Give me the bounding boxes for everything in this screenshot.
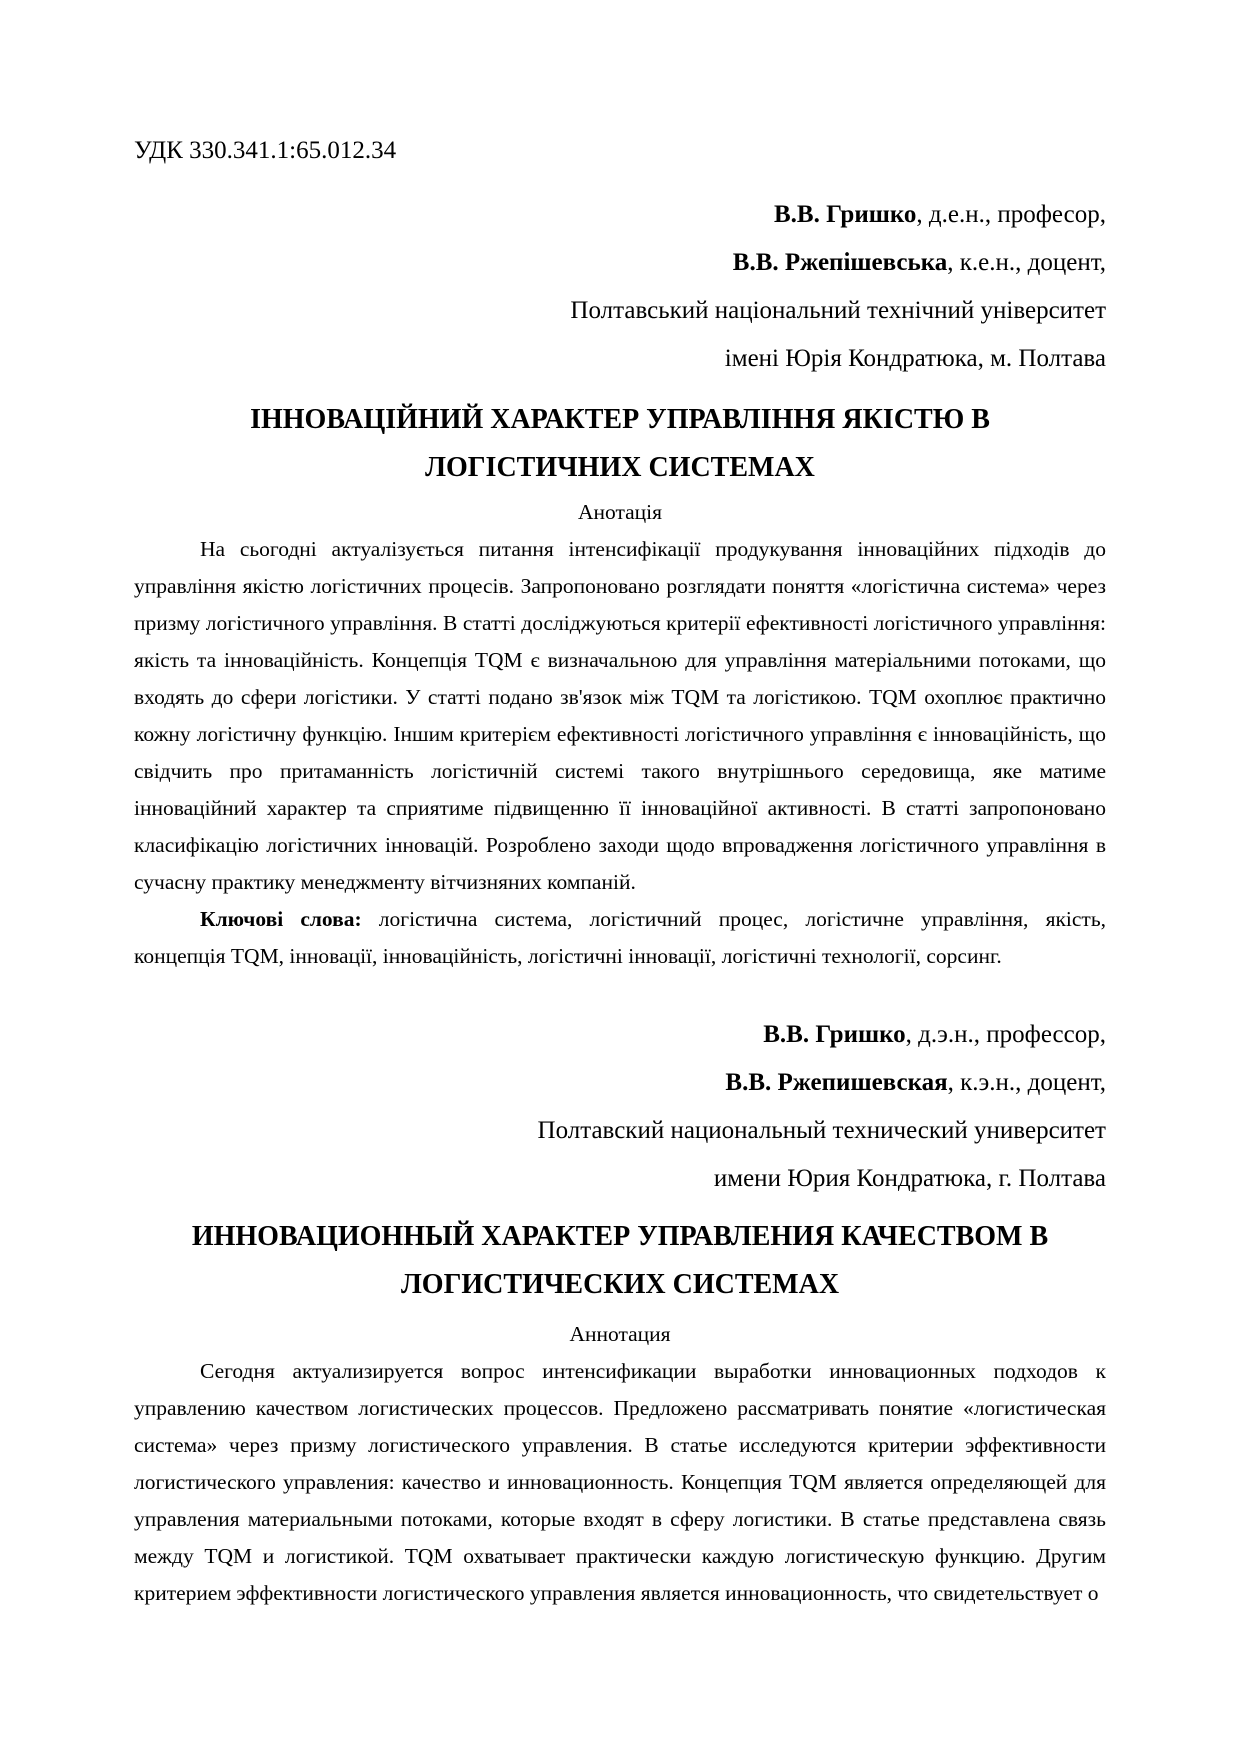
ru-article-title — [134, 1213, 1106, 1309]
ua-author-1-degree: , д.е.н., професор, — [916, 201, 1106, 228]
ua-abstract-paragraph: На сьогодні актуалізується питання інтенсифікації продукування інноваційних підходів до управління якістю логістичних процесів. Запропоновано розглядати поняття «логістична система» через призму логістичного управління. В статті досліджуються критерії ефективності логістичного управління: якість та інноваційність. Концепція TQM є визначальною для управління матеріальними потоками, що входять до сфери логістики. У статті подано зв'язок між TQM та логістикою. TQM охоплює практично кожну логістичну функцію. Іншим критерієм ефективності логістичного управління є інноваційність, що свідчить про притаманність логістичній системі такого внутрішнього середовища, яке матиме інноваційний характер та сприятиме підвищенню її інноваційної активності. В статті запропоновано класифікацію логістичних інновацій. Розроблено заходи щодо впровадження логістичного управління в сучасну практику менеджменту вітчизняних компаній. — [134, 537, 1106, 894]
ru-author-1-degree: , д.э.н., профессор, — [905, 1021, 1106, 1048]
ua-keywords-paragraph — [134, 901, 1106, 975]
ua-author-line-2 — [134, 239, 1106, 287]
ua-author-2-degree: , к.е.н., доцент, — [947, 249, 1106, 276]
ru-affiliation-line-2: имени Юрия Кондратюка, г. Полтава — [713, 1165, 1106, 1192]
ru-author-2-name: В.В. Ржепишевская — [725, 1069, 948, 1096]
ru-author-1-name: В.В. Гришко — [763, 1021, 906, 1048]
ua-affiliation-line-2: імені Юрія Кондратюка, м. Полтава — [724, 345, 1106, 372]
udc-code: УДК 330.341.1:65.012.34 — [134, 137, 397, 164]
ru-author-line-2 — [134, 1059, 1106, 1107]
ua-author-2-name: В.В. Ржепішевська — [732, 249, 948, 276]
ua-abstract-heading: Анотація — [577, 500, 663, 524]
ua-affiliation-line-1: Полтавський національний технічний університет — [570, 297, 1106, 324]
ru-title-line-1: ИННОВАЦИОННЫЙ ХАРАКТЕР УПРАВЛЕНИЯ КАЧЕСТВОМ В — [191, 1221, 1049, 1252]
ru-abstract-paragraph: Сегодня актуализируется вопрос интенсификации выработки инновационных подходов к управлению качеством логистических процессов. Предложено рассматривать понятие «логистическая система» через призму логистического управления. В статье исследуются критерии эффективности логистического управления: качество и инновационность. Концепция TQM является определяющей для управления материальными потоками, которые входят в сферу логистики. В статье представлена связь между TQM и логистикой. TQM охватывает практически каждую логистическую функцию. Другим критерием эффективности логистического управления является инновационность, что свидетельствует о — [134, 1359, 1106, 1605]
ua-keywords-label: Ключові слова: — [200, 907, 362, 931]
ua-article-title — [134, 396, 1106, 492]
ua-author-1-name: В.В. Гришко — [773, 201, 917, 228]
ru-abstract-heading: Аннотация — [569, 1322, 671, 1346]
ru-affiliation-line-1: Полтавский национальный технический университет — [537, 1117, 1106, 1144]
ua-title-line-2: ЛОГІСТИЧНИХ СИСТЕМАХ — [425, 452, 815, 483]
ua-title-line-1: ІННОВАЦІЙНИЙ ХАРАКТЕР УПРАВЛІННЯ ЯКІСТЮ В — [250, 404, 990, 435]
ru-author-2-degree: , к.э.н., доцент, — [947, 1069, 1106, 1096]
ua-author-line-1 — [134, 191, 1106, 239]
ua-author-block — [134, 191, 1106, 383]
ua-keywords-text: логістична система, логістичний процес, логістичне управління, якість, концепція TQM, інновації, інноваційність, логістичні інновації, логістичні технології, сорсинг. — [134, 907, 1106, 968]
ru-author-line-1 — [134, 1011, 1106, 1059]
ru-author-block — [134, 1011, 1106, 1203]
ru-title-line-2: ЛОГИСТИЧЕСКИХ СИСТЕМАХ — [400, 1269, 840, 1300]
